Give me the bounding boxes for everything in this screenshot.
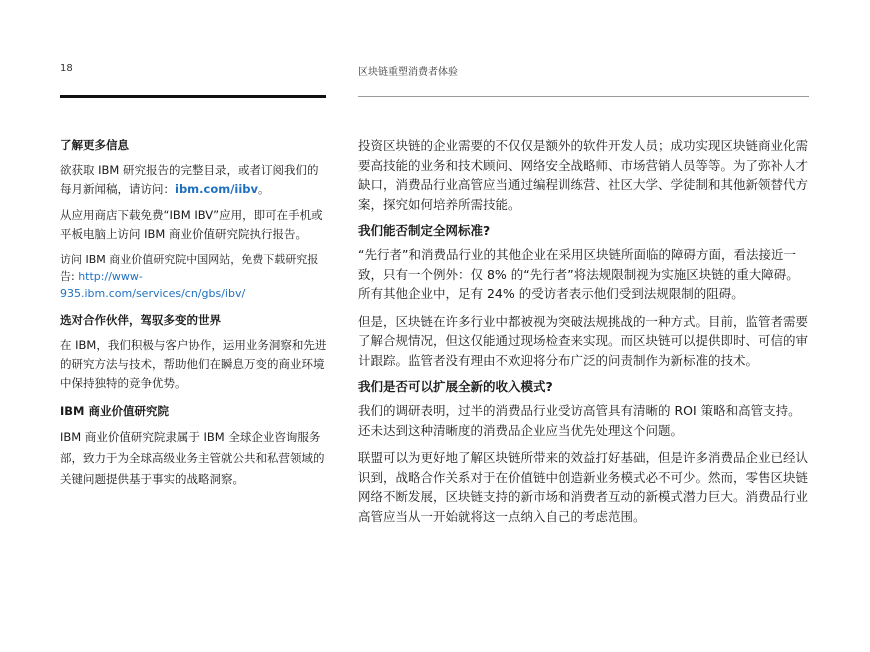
iibv-link[interactable]: ibm.com/iibv <box>175 182 259 196</box>
standards-paragraph-1: “先行者”和消费品行业的其他企业在采用区块链所面临的障碍方面，看法接近一致，只有一个例外：仅 8% 的“先行者”将法规限制视为实施区块链的重大障碍。所有其他企业中，足有 24% 的受访者表示他们受到法规限制的阻碍。 <box>358 247 799 301</box>
ibv-body: IBM 商业价值研究院隶属于 IBM 全球企业咨询服务部，致力于为全球高级业务主管就公共和私营领域的关键问题提供基于事实的战略洞察。 <box>60 430 325 486</box>
page-number: 18 <box>60 63 73 74</box>
china-site-text: 访问 IBM 商业价值研究院中国网站，免费下载研究报告: <box>60 253 319 283</box>
standards-paragraph-2: 但是，区块链在许多行业中都被视为突破法规挑战的一种方式。目前，监管者需要了解合规情况，但这仅能通过现场检查来实现。而区块链可以提供即时、可信的审计跟踪。监管者没有理由不欢迎将分布广泛的问责制作为新标准的技术。 <box>358 313 809 368</box>
ibv-heading: IBM 商业价值研究院 <box>60 404 169 418</box>
revenue-heading: 我们是否可以扩展全新的收入模式? <box>358 379 553 394</box>
sidebar-top-rule <box>60 95 326 98</box>
revenue-paragraph-2: 联盟可以为更好地了解区块链所带来的效益打好基础，但是许多消费品企业已经认识到，战略合作关系对于在价值链中创造新业务模式必不可少。然而，零售区块链网络不断发展，区块链支持的新市场和消费者互动的新模式潜力巨大。消费品行业高管应当从一开始就将这一点纳入自己的考虑范围。 <box>358 450 809 524</box>
intro-paragraph: 投资区块链的企业需要的不仅仅是额外的软件开发人员；成功实现区块链商业化需要高技能的业务和技术顾问、网络安全战略师、市场营销人员等等。为了弥补人才缺口，消费品行业高管应当通过编程训练营、社区大学、学徒制和其他新领替代方案，探究如何培养所需技能。 <box>358 138 809 212</box>
revenue-paragraph-1: 我们的调研表明，过半的消费品行业受访高管具有清晰的 ROI 策略和高管支持。还未达到这种清晰度的消费品企业应当优先处理这个问题。 <box>358 403 801 438</box>
china-site-paragraph <box>60 251 328 302</box>
china-site-link[interactable]: http://www-935.ibm.com/services/cn/gbs/ibv/ <box>60 270 246 300</box>
learn-more-section <box>60 137 328 302</box>
partner-body: 在 IBM，我们积极与客户协作，运用业务洞察和先进的研究方法与技术，帮助他们在瞬息万变的商业环境中保持独特的竞争优势。 <box>60 338 327 390</box>
learn-more-text: 欲获取 IBM 研究报告的完整目录，或者订阅我们的每月新闻稿，请访问： <box>60 163 319 196</box>
running-title: 区块链重塑消费者体验 <box>358 67 458 78</box>
standards-heading: 我们能否制定全网标准? <box>358 223 491 238</box>
ibv-section <box>60 403 328 490</box>
partner-section <box>60 312 328 393</box>
main-column <box>358 136 810 534</box>
learn-more-end: 。 <box>258 182 270 196</box>
sidebar <box>60 137 328 500</box>
learn-more-paragraph <box>60 161 328 199</box>
learn-more-heading: 了解更多信息 <box>60 138 129 152</box>
partner-heading: 选对合作伙伴，驾驭多变的世界 <box>60 313 221 327</box>
main-top-rule <box>358 96 809 97</box>
app-paragraph: 从应用商店下载免费“IBM IBV”应用，即可在手机或平板电脑上访问 IBM 商业价值研究院执行报告。 <box>60 208 323 241</box>
